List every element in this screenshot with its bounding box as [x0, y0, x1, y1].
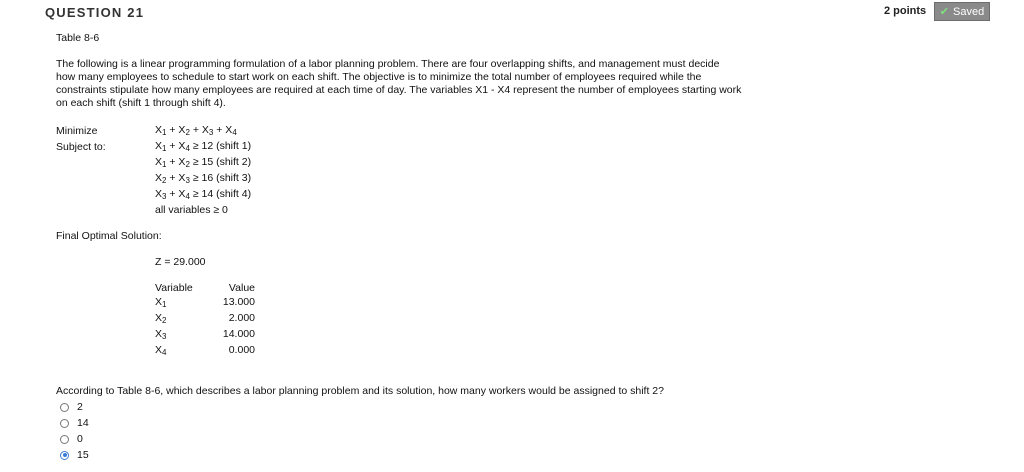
description-line: The following is a linear programming formulation of a labor planning problem. There are four overlapping shifts, and management must decide — [56, 58, 720, 70]
answer-option[interactable] — [60, 401, 83, 413]
table-label: Table 8-6 — [56, 32, 100, 44]
radio-button[interactable] — [60, 435, 69, 444]
constraint: $X_3 + X_4 \ge 14$ (shift 4) — [155, 188, 252, 201]
variable-header: Variable — [155, 282, 193, 294]
question-prompt: According to Table 8-6, which describes a labor planning problem and its solution, how many workers would be assigned to shift 2? — [56, 385, 664, 397]
answer-option[interactable] — [60, 449, 89, 461]
solution-label: Final Optimal Solution: — [56, 230, 162, 242]
constraint: $X_1 + X_4 \ge 12$ (shift 1) — [155, 140, 252, 153]
variable-value: 14.000 — [222, 328, 255, 340]
option-label: 14 — [77, 417, 89, 429]
description-line: constraints stipulate how many employees are required at each time of day. The variables X1 - X4 represent the number of employees starting work — [56, 84, 742, 96]
variable-name: $X_4$ — [155, 344, 167, 357]
option-label: 15 — [77, 449, 89, 461]
variable-name: $X_1$ — [155, 296, 167, 309]
saved-button[interactable] — [934, 2, 990, 21]
description-line: on each shift (shift 1 through shift 4). — [56, 97, 226, 109]
radio-button[interactable] — [60, 451, 69, 460]
variable-name: $X_2$ — [155, 312, 167, 325]
variable-value: 0.000 — [228, 344, 255, 356]
variable-value: 13.000 — [222, 296, 255, 308]
objective-function: $X_1 + X_2 + X_3 + X_4$ — [155, 124, 237, 137]
objective-value: Z = 29.000 — [155, 256, 206, 268]
radio-button[interactable] — [60, 419, 69, 428]
option-label: 0 — [77, 433, 83, 445]
answer-option[interactable] — [60, 433, 83, 445]
radio-button[interactable] — [60, 403, 69, 412]
problem-description — [56, 58, 816, 110]
saved-label: Saved — [953, 5, 985, 18]
constraint: $X_2 + X_3 \ge 16$ (shift 3) — [155, 172, 252, 185]
answer-option[interactable] — [60, 417, 89, 429]
value-header: Value — [228, 282, 255, 294]
option-label: 2 — [77, 401, 83, 413]
variable-name: $X_3$ — [155, 328, 167, 341]
points-label: 2 points — [884, 5, 927, 17]
question-title: QUESTION 21 — [45, 5, 145, 20]
subject-to-label: Subject to: — [56, 141, 106, 153]
variable-value: 2.000 — [228, 312, 255, 324]
description-line: how many employees to schedule to start work on each shift. The objective is to minimize the total number of employees required while the — [56, 71, 702, 83]
constraint: $X_1 + X_2 \ge 15$ (shift 2) — [155, 156, 252, 169]
minimize-label: Minimize — [56, 125, 98, 137]
nonnegativity-constraint: all variables ≥ 0 — [155, 204, 228, 216]
check-icon: ✔ — [939, 6, 949, 18]
